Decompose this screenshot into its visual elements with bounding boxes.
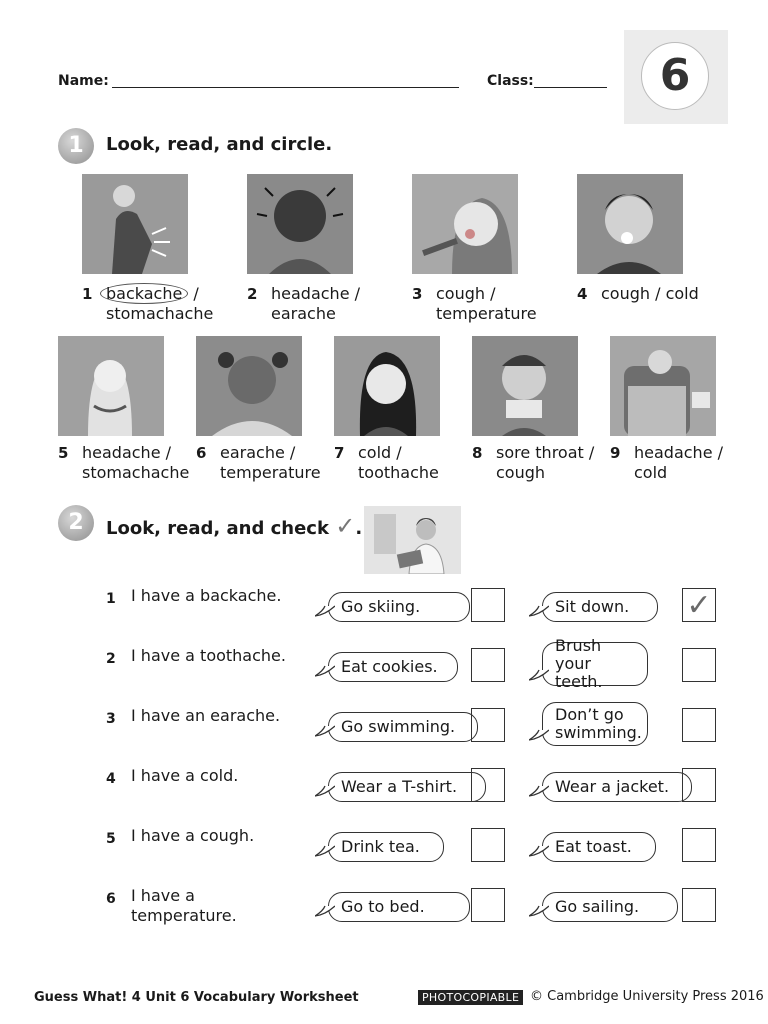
right-checkbox[interactable] [682, 648, 716, 682]
photocopiable-badge: PHOTOCOPIABLE [418, 990, 523, 1005]
exercise-1-title: Look, read, and circle. [106, 134, 333, 155]
item-number: 8 [472, 444, 483, 462]
left-checkbox[interactable] [471, 588, 505, 622]
question-number: 3 [106, 711, 116, 727]
right-checkbox[interactable] [682, 828, 716, 862]
boy-with-scarf-picture [472, 336, 578, 436]
right-advice-text: Brush your teeth. [555, 636, 603, 691]
name-line[interactable] [112, 87, 459, 88]
girl-with-thermometer-picture [412, 174, 518, 274]
option-a[interactable]: headache / [82, 443, 172, 462]
left-advice-bubble [328, 712, 478, 742]
question-text: I have a cough. [131, 826, 255, 845]
question-text: I have a temperature. [131, 886, 237, 925]
item-options[interactable] [82, 443, 198, 483]
doctor-with-clipboard-picture [364, 506, 461, 574]
item-options[interactable] [436, 284, 552, 324]
question-number: 6 [106, 891, 116, 907]
item-number: 5 [58, 444, 69, 462]
left-advice-bubble [328, 892, 470, 922]
exercise-1-badge: 1 [58, 128, 94, 164]
option-a[interactable]: headache / [634, 443, 724, 462]
left-advice-bubble [328, 592, 470, 622]
item-number: 2 [247, 285, 258, 303]
item-options[interactable] [634, 443, 750, 483]
question-number: 1 [106, 591, 116, 607]
left-advice-bubble [328, 772, 486, 802]
item-number: 3 [412, 285, 423, 303]
item-options[interactable] [496, 443, 612, 483]
left-advice-bubble [328, 652, 458, 682]
item-options[interactable] [271, 284, 387, 324]
right-advice-bubble [542, 832, 656, 862]
option-separator: / [188, 284, 199, 303]
option-a[interactable]: cough / cold [601, 284, 699, 303]
option-a[interactable]: sore throat / [496, 443, 595, 462]
item-number: 6 [196, 444, 207, 462]
item-number: 7 [334, 444, 345, 462]
left-checkbox[interactable] [471, 708, 505, 742]
left-checkbox[interactable] [471, 648, 505, 682]
right-advice-text: Go sailing. [555, 897, 640, 916]
option-b[interactable]: earache [271, 304, 336, 323]
question-text: I have an earache. [131, 706, 281, 725]
right-advice-text: Sit down. [555, 597, 630, 616]
option-a[interactable]: headache / [271, 284, 361, 303]
exercise-2-badge: 2 [58, 505, 94, 541]
left-advice-text: Go to bed. [341, 897, 425, 916]
question-number: 4 [106, 771, 116, 787]
left-advice-text: Wear a T-shirt. [341, 777, 458, 796]
option-b[interactable]: temperature [220, 463, 321, 482]
boy-in-armchair-picture [610, 336, 716, 436]
left-checkbox[interactable] [471, 828, 505, 862]
girl-with-stomachache-picture [58, 336, 164, 436]
unit-number-badge: 6 [641, 42, 709, 110]
option-b[interactable]: temperature [436, 304, 537, 323]
option-b[interactable]: toothache [358, 463, 439, 482]
question-text: I have a backache. [131, 586, 282, 605]
right-advice-bubble [542, 772, 692, 802]
right-advice-text: Wear a jacket. [555, 777, 670, 796]
left-advice-text: Go skiing. [341, 597, 421, 616]
item-options[interactable] [220, 443, 336, 483]
question-number: 2 [106, 651, 116, 667]
title-period: . [355, 518, 363, 539]
option-a[interactable]: cold / [358, 443, 402, 462]
item-number: 1 [82, 285, 93, 303]
name-label: Name: [58, 73, 109, 89]
right-checkbox[interactable] [682, 708, 716, 742]
left-advice-bubble [328, 832, 444, 862]
right-advice-text: Eat toast. [555, 837, 632, 856]
copyright-text: © Cambridge University Press 2016 [530, 989, 764, 1004]
boy-with-headache-picture [247, 174, 353, 274]
right-advice-bubble [542, 702, 648, 746]
right-checkbox[interactable] [682, 888, 716, 922]
left-checkbox[interactable] [471, 888, 505, 922]
girl-with-toothache-picture [334, 336, 440, 436]
circled-answer[interactable]: backache [100, 283, 188, 304]
left-checkbox[interactable] [471, 768, 505, 802]
item-options[interactable] [601, 284, 717, 304]
option-b[interactable]: cough [496, 463, 546, 482]
check-mark-icon: ✓ [335, 512, 356, 540]
exercise-2-title-text: Look, read, and check [106, 518, 329, 539]
left-advice-text: Go swimming. [341, 717, 456, 736]
item-number: 4 [577, 285, 588, 303]
item-options[interactable] [106, 284, 222, 324]
right-advice-bubble [542, 636, 648, 691]
item-options[interactable] [358, 443, 474, 483]
right-advice-bubble [542, 592, 658, 622]
option-b[interactable]: stomachache [82, 463, 190, 482]
footer-title: Guess What! 4 Unit 6 Vocabulary Worksheet [34, 990, 359, 1005]
right-advice-bubble [542, 892, 678, 922]
option-b[interactable]: stomachache [106, 304, 214, 323]
option-a[interactable]: cough / [436, 284, 496, 303]
left-advice-text: Eat cookies. [341, 657, 438, 676]
left-advice-text: Drink tea. [341, 837, 420, 856]
option-a[interactable]: earache / [220, 443, 296, 462]
question-text: I have a toothache. [131, 646, 286, 665]
exercise-2-title [106, 512, 362, 540]
class-label: Class: [487, 73, 534, 89]
question-text: I have a cold. [131, 766, 239, 785]
question-number: 5 [106, 831, 116, 847]
right-checkbox[interactable]: ✓ [682, 588, 716, 622]
option-b[interactable]: cold [634, 463, 668, 482]
girl-with-earache-picture [196, 336, 302, 436]
girl-with-backache-picture [82, 174, 188, 274]
class-line[interactable] [534, 87, 607, 88]
boy-coughing-picture [577, 174, 683, 274]
right-advice-text: Don’t go swimming. [555, 705, 642, 742]
right-checkbox[interactable] [682, 768, 716, 802]
item-number: 9 [610, 444, 621, 462]
